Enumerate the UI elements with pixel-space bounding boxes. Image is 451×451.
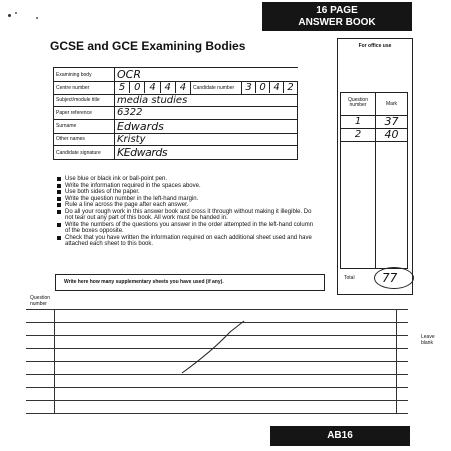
answer-book-banner xyxy=(262,2,412,31)
paper-reference-label: Paper reference xyxy=(54,107,115,120)
candidate-details xyxy=(53,67,298,159)
instruction-item: Use both sides of the paper. xyxy=(57,189,319,196)
candidate-digit: 3 xyxy=(242,82,256,93)
candidate-digit: 4 xyxy=(270,82,284,93)
signature-label: Candidate signature xyxy=(54,146,115,160)
candidate-digit: 2 xyxy=(287,82,294,94)
instruction-item: Check that you have written the information required on each additional sheet used and have attached each sheet to this book. xyxy=(57,235,319,248)
mark-cell: 37 xyxy=(384,115,399,128)
question-cell: 1 xyxy=(341,116,376,128)
signature-value: KEdwards xyxy=(117,146,168,159)
total-label: Total xyxy=(344,275,355,281)
question-number-label: Question number xyxy=(30,295,51,307)
scan-speck xyxy=(8,14,11,17)
paper-reference-value: 6322 xyxy=(117,107,143,119)
supplementary-box[interactable] xyxy=(55,274,325,291)
examining-body-label: Examining body xyxy=(54,68,115,82)
instruction-item: Write the numbers of the questions you answer in the order attempted in the left-hand column of the boxes opposite. xyxy=(57,222,319,235)
question-cell: 2 xyxy=(341,129,376,141)
scan-speck xyxy=(36,17,38,19)
other-names-field[interactable] xyxy=(115,133,298,146)
centre-digit: 4 xyxy=(145,82,160,93)
centre-digit: 0 xyxy=(130,82,145,93)
paper-reference-field[interactable] xyxy=(115,107,298,120)
signature-field[interactable] xyxy=(115,146,298,160)
centre-number-label: Centre number xyxy=(54,82,115,95)
centre-digit: 4 xyxy=(179,82,187,94)
surname-field[interactable] xyxy=(115,119,298,133)
surname-value: Edwards xyxy=(117,119,164,133)
instruction-item: Write the question number in the left-hand margin. xyxy=(57,196,319,203)
ruled-line xyxy=(26,400,408,401)
candidate-number-label: Candidate number xyxy=(191,82,242,95)
leave-blank-label: Leave blank xyxy=(421,334,435,346)
subject-value: media studies xyxy=(117,94,188,106)
marks-table xyxy=(340,92,408,287)
centre-digit: 4 xyxy=(161,82,176,93)
office-use-label: For office use xyxy=(358,43,392,49)
ruled-line xyxy=(26,309,408,310)
ruled-line xyxy=(26,413,408,414)
surname-label: Surname xyxy=(54,119,115,133)
mark-cell: 40 xyxy=(384,128,399,141)
pen-stroke-mark xyxy=(180,318,250,376)
other-names-label: Other names xyxy=(54,133,115,146)
ruled-line xyxy=(26,387,408,388)
question-number-header: Question number xyxy=(341,93,376,115)
supplementary-label: Write here how many supplementary sheets you have used (if any). xyxy=(64,279,224,285)
subject-label: Subject/module title xyxy=(54,94,115,107)
instruction-item: Rule a line across the page after each answer. xyxy=(57,202,319,209)
instruction-item: Write the information required in the spaces above. xyxy=(57,183,319,190)
subject-field[interactable] xyxy=(115,94,298,107)
footer-code-banner xyxy=(270,426,410,446)
examining-body-value: OCR xyxy=(117,68,141,81)
candidate-digit: 0 xyxy=(256,82,270,93)
instruction-item: Do all your rough work in this answer book and cross it through without making it illegible. Do not tear out any part of this book. All work must be handed in. xyxy=(57,209,319,222)
other-names-value: Kristy xyxy=(117,133,146,145)
candidate-number-field[interactable] xyxy=(242,82,298,95)
footer-code: AB16 xyxy=(327,430,353,441)
mark-header: Mark xyxy=(385,101,398,107)
instructions-list xyxy=(57,176,319,248)
banner-line2: ANSWER BOOK xyxy=(298,17,376,28)
scan-speck xyxy=(15,12,17,14)
instruction-item: Use blue or black ink or ball-point pen. xyxy=(57,176,319,183)
centre-number-field[interactable] xyxy=(115,82,191,95)
examining-body-field[interactable] xyxy=(115,68,298,82)
centre-digit: 5 xyxy=(115,82,130,93)
total-value: 77 xyxy=(382,271,398,285)
page-title: GCSE and GCE Examining Bodies xyxy=(50,39,246,53)
banner-line1: 16 PAGE xyxy=(316,5,358,16)
